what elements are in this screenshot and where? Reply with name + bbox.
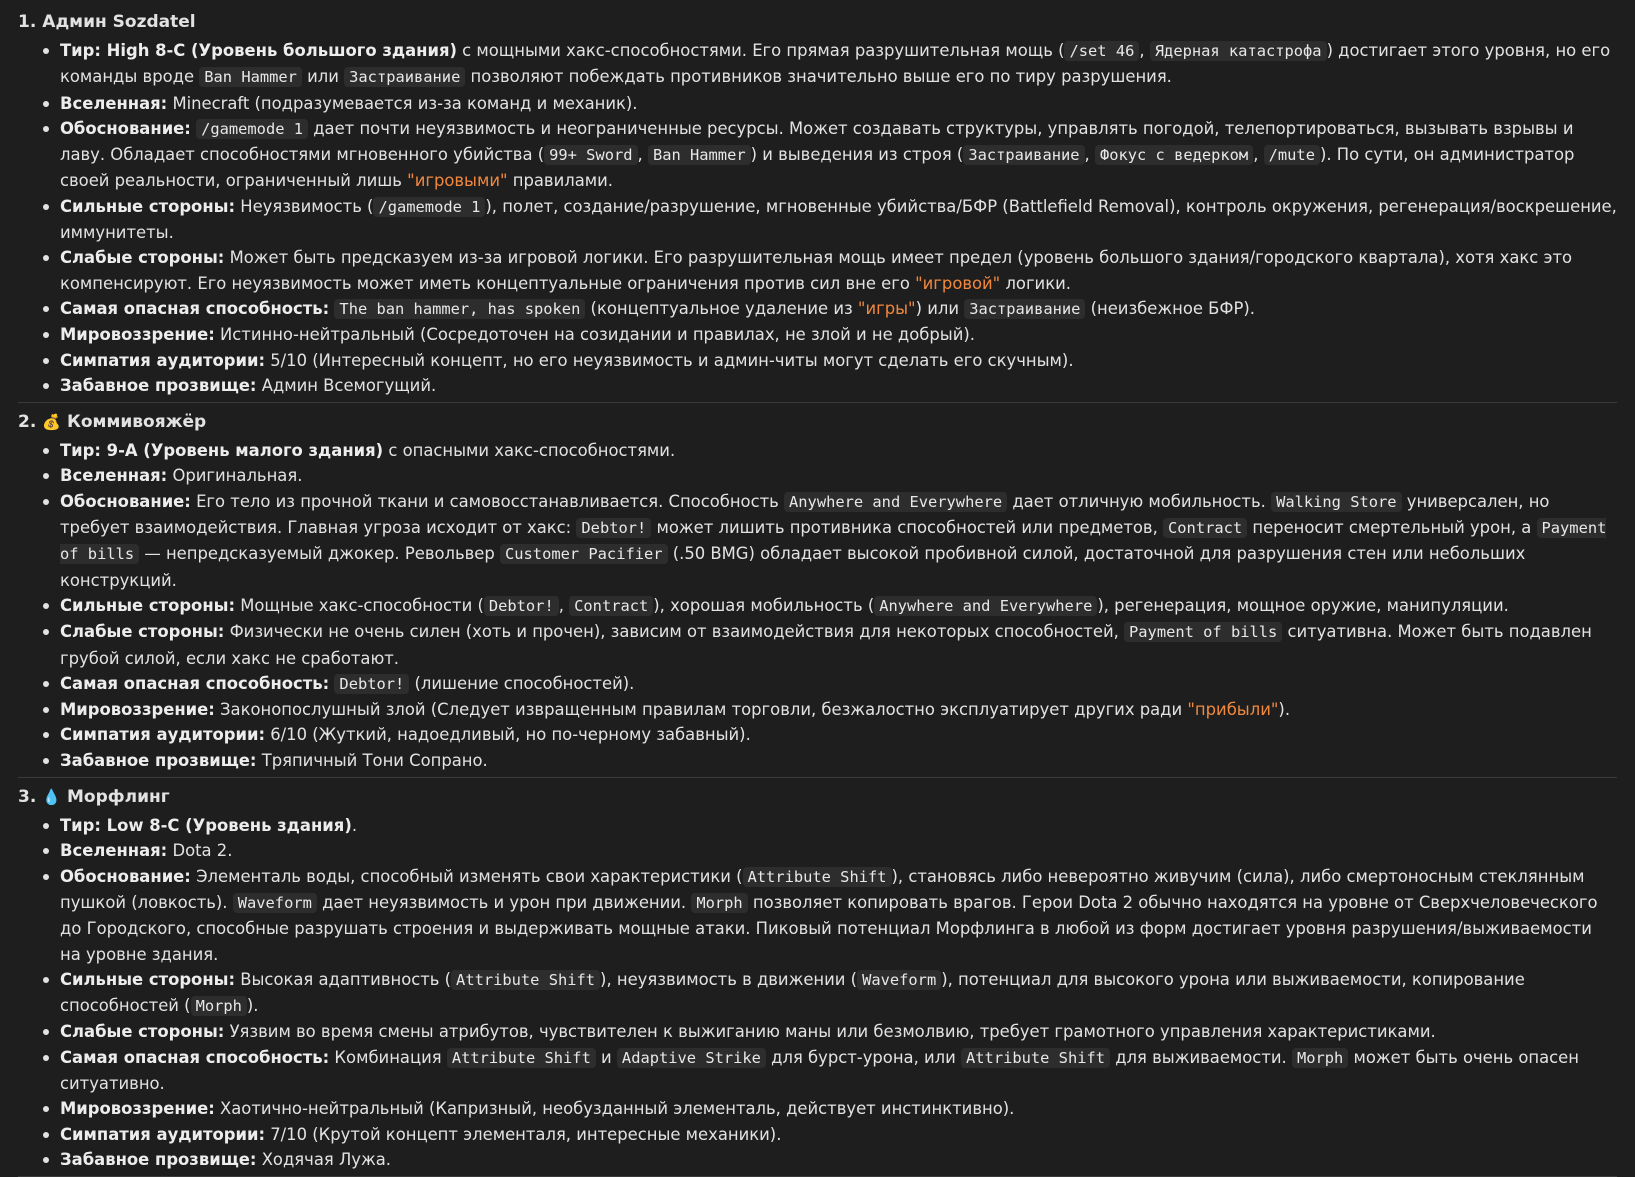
section-title: Админ Sozdatel (42, 12, 196, 32)
text-run: (концептуальное удаление из (585, 298, 858, 318)
list-item (60, 194, 1617, 246)
text-run: , (1084, 145, 1095, 165)
text-run: Мощные хакс-способности ( (235, 595, 484, 615)
list-item (60, 38, 1617, 91)
text-run: Тряпичный Тони Сопрано. (256, 750, 488, 770)
inline-code: Attribute Shift (961, 1048, 1110, 1068)
inline-code: Waveform (233, 893, 317, 913)
text-run: Админ Всемогущий. (256, 375, 437, 395)
text-run: Уязвим во время смены атрибутов, чувствителен к выжиганию маны или безмолвию, требует грамотного управления характеристиками. (224, 1022, 1436, 1042)
bold-label: Сильные стороны: (60, 196, 236, 216)
list-item (60, 322, 1617, 347)
inline-code: /mute (1264, 145, 1320, 165)
bullet-list (18, 38, 1617, 398)
text-run: , (1253, 145, 1264, 165)
section-heading (18, 778, 1617, 813)
text-run: ). По сути, он администратор своей реальности, ограниченный лишь (60, 145, 1575, 191)
list-item (60, 116, 1617, 194)
text-run: Оригинальная. (167, 466, 303, 486)
section-title: Коммивояжёр (66, 412, 207, 433)
text-run: (лишение способностей). (409, 673, 635, 693)
text-run: ) и выведения из строя ( (750, 145, 964, 165)
text-run: ), полет, создание/разрушение, мгновенные убийства/БФР (Battlefield Removal), контроль окружения, регенерация/воскрешение, иммунитеты. (60, 196, 1617, 243)
text-run: ). (1278, 700, 1291, 720)
inline-code: Застраивание (344, 67, 465, 87)
text-run: Комбинация (329, 1047, 447, 1067)
list-item (60, 1019, 1617, 1044)
bold-label: Обоснование: (60, 118, 191, 138)
list-item (60, 489, 1617, 593)
list-item (60, 373, 1617, 398)
list-item (60, 1096, 1617, 1121)
text-run: (неизбежное БФР). (1085, 298, 1256, 318)
bold-label: Обоснование: (60, 491, 191, 511)
bold-label: Слабые стороны: (60, 622, 225, 642)
bold-label: Самая опасная способность: (60, 1047, 330, 1067)
inline-code: Anywhere and Everywhere (874, 596, 1097, 616)
inline-code: Attribute Shift (451, 970, 600, 990)
text-run: , (637, 145, 648, 165)
text-run: Неуязвимость ( (235, 196, 374, 216)
inline-code: Morph (691, 893, 747, 913)
text-run: может быть очень опасен ситуативно. (60, 1047, 1579, 1093)
money-bag-icon: 💰 (42, 413, 61, 432)
section-number: 1. (18, 12, 37, 32)
bold-label: Слабые стороны: (60, 1022, 225, 1042)
list-item (60, 1147, 1617, 1172)
list-item (60, 593, 1617, 619)
text-run: ) или (915, 298, 965, 318)
bullet-list (18, 438, 1617, 773)
inline-code: Payment of bills (1124, 622, 1282, 642)
text-run: — непредсказуемый джокер. Револьвер (139, 544, 500, 564)
text-run: ) достигает этого уровня, но его команды вроде (60, 41, 1611, 87)
bold-label: Вселенная: (60, 841, 168, 861)
text-run: Minecraft (подразумевается из-за команд и механик). (167, 93, 638, 113)
list-item (60, 1045, 1617, 1097)
text-run: , (558, 595, 570, 615)
bold-label: Забавное прозвище: (60, 1149, 257, 1169)
text-run: позволяют побеждать противников значительно выше его по тиру разрушения. (465, 67, 1172, 87)
bold-label: Мировоззрение: (60, 700, 215, 720)
inline-code: Застраивание (964, 299, 1085, 319)
inline-code: Payment of bills (60, 519, 1607, 564)
inline-code: Contract (1163, 518, 1247, 538)
list-item (60, 463, 1617, 488)
inline-code: Debtor! (484, 596, 559, 616)
text-run: позволяет копировать врагов. Герои Dota 2 обычно находятся на уровне от Сверхчеловеческого до Городского, способные разрушать строения и выдерживать мощные атаки. Пиковый потенциал Морфлинга в любой из форм достигает уровня разрушения/выживаемости на уровне здания. (60, 892, 1598, 964)
list-item (60, 967, 1617, 1020)
bold-label: Слабые стороны: (60, 248, 225, 268)
bold-label: Самая опасная способность: (60, 298, 330, 318)
inline-code: The ban hammer, has spoken (334, 299, 585, 319)
inline-code: Anywhere and Everywhere (784, 492, 1007, 512)
text-run: дает отличную мобильность. (1007, 491, 1272, 511)
inline-code: Morph (191, 996, 247, 1016)
quoted-highlight: "игровыми" (407, 171, 508, 191)
inline-code: Debtor! (334, 674, 409, 694)
text-run: . (351, 816, 358, 836)
text-run: , (1139, 41, 1150, 60)
list-item (60, 348, 1617, 373)
text-run: Элементаль воды, способный изменять свои характеристики ( (190, 866, 743, 886)
inline-code: /gamemode 1 (373, 197, 485, 217)
bold-label: Мировоззрение: (60, 325, 215, 345)
text-run: универсален, но требует взаимодействия. Главная угроза исходит от хакс: (60, 491, 1550, 538)
text-run: ), хорошая мобильность ( (653, 595, 875, 615)
text-run: для выживаемости. (1110, 1047, 1292, 1067)
inline-code: Attribute Shift (743, 867, 892, 887)
list-item (60, 296, 1617, 322)
text-run: и (595, 1047, 617, 1067)
text-run: переносит смертельный урон, а (1247, 518, 1537, 538)
text-run: или (301, 67, 345, 87)
text-run: Dota 2. (167, 841, 233, 861)
list-item (60, 748, 1617, 773)
list-item (60, 838, 1617, 863)
bold-label: Симпатия аудитории: (60, 1124, 265, 1144)
bold-label: Забавное прозвище: (60, 375, 257, 395)
list-item (60, 1122, 1617, 1147)
bold-label: Тир: High 8-C (Уровень большого здания) (60, 41, 457, 60)
list-item (60, 619, 1617, 671)
text-run: с мощными хакс-способностями. Его прямая разрушительная мощь ( (456, 41, 1065, 60)
text-run: 6/10 (Жуткий, надоедливый, но по-черному забавный). (265, 725, 751, 745)
inline-code: Ядерная катастрофа (1150, 41, 1327, 61)
text-run: Может быть предсказуем из-за игровой логики. Его разрушительная мощь имеет предел (уровень большого здания/городского квартала), хотя хакс это компенсируют. Его неуязвимость может иметь концептуальные ограничения против сил вне его (60, 248, 1573, 293)
inline-code: Waveform (857, 970, 941, 990)
section-heading (18, 403, 1617, 438)
list-item (60, 245, 1617, 296)
inline-code: Contract (569, 596, 653, 616)
text-run: ). (246, 996, 259, 1016)
text-run: с опасными хакс-способностями. (383, 441, 676, 461)
text-run: ), потенциал для высокого урона или выживаемости, копирование способностей ( (60, 969, 1525, 1016)
text-run: для бурст-урона, или (765, 1047, 962, 1067)
text-run: может лишить противника способностей или предметов, (651, 518, 1164, 538)
text-run: ситуативна. Может быть подавлен грубой силой, если хакс не сработают. (60, 622, 1592, 668)
inline-code: Walking Store (1271, 492, 1401, 512)
bold-label: Мировоззрение: (60, 1099, 215, 1119)
quoted-highlight: "игры" (857, 298, 916, 318)
bold-label: Вселенная: (60, 466, 168, 486)
text-run: Хаотично-нейтральный (Капризный, необузданный элементаль, действует инстинктивно). (214, 1099, 1015, 1119)
list-item (60, 671, 1617, 697)
text-run: Высокая адаптивность ( (235, 969, 452, 989)
bold-label: Сильные стороны: (60, 595, 236, 615)
text-run: ), становясь либо невероятно живучим (сила), либо смертоносным стеклянным пушкой (ловкость). (60, 866, 1585, 912)
text-run: Физически не очень силен (хоть и прочен), зависим от взаимодействия для некоторых способностей, (224, 622, 1125, 642)
bold-label: Обоснование: (60, 866, 191, 886)
inline-code: Adaptive Strike (617, 1048, 766, 1068)
bold-label: Симпатия аудитории: (60, 350, 265, 370)
list-item (60, 91, 1617, 116)
section-number: 2. (18, 412, 37, 433)
inline-code: Фокус с ведерком (1095, 145, 1253, 165)
inline-code: Ban Hammer (648, 145, 751, 165)
text-run: Ходячая Лужа. (256, 1149, 391, 1169)
inline-code: 99+ Sword (544, 145, 637, 165)
inline-code: /gamemode 1 (196, 119, 308, 139)
text-run: 7/10 (Крутой концепт элементаля, интересные механики). (265, 1124, 782, 1144)
inline-code: Debtor! (576, 518, 651, 538)
inline-code: Morph (1292, 1048, 1348, 1068)
text-run: Законопослушный злой (Следует извращенным правилам торговли, безжалостно эксплуатирует других ради (214, 700, 1188, 720)
bold-label: Симпатия аудитории: (60, 725, 265, 745)
bold-label: Тир: 9-A (Уровень малого здания) (60, 441, 384, 461)
text-run: (.50 BMG) обладает высокой пробивной силой, достаточной для разрушения стен или небольших конструкций. (60, 544, 1526, 590)
section-number: 3. (18, 787, 37, 808)
inline-code: Customer Pacifier (500, 544, 668, 564)
inline-code: Attribute Shift (447, 1048, 596, 1068)
text-run: 5/10 (Интересный концепт, но его неуязвимость и админ-читы могут сделать его скучным). (265, 350, 1074, 370)
quoted-highlight: "прибыли" (1187, 700, 1279, 720)
droplet-icon: 💧 (42, 788, 61, 807)
text-run: Его тело из прочной ткани и самовосстанавливается. Способность (190, 491, 785, 511)
bold-label: Забавное прозвище: (60, 750, 257, 770)
list-item (60, 864, 1617, 967)
text-run: дает неуязвимость и урон при движении. (316, 892, 692, 912)
text-run: дает почти неуязвимость и неограниченные ресурсы. Может создавать структуры, управлять погодой, телепортироваться, вызывать взрывы и лаву. Обладает способностями мгновенного убийства ( (60, 118, 1574, 165)
bullet-list (18, 813, 1617, 1172)
text-run: логики. (1000, 273, 1071, 293)
section-heading (18, 3, 1617, 38)
text-run: правилами. (507, 171, 613, 191)
inline-code: Ban Hammer (199, 67, 302, 87)
bold-label: Вселенная: (60, 93, 168, 113)
section-title: Морфлинг (66, 787, 170, 808)
quoted-highlight: "игровой" (915, 273, 1001, 293)
bold-label: Самая опасная способность: (60, 673, 330, 693)
inline-code: Застраивание (963, 145, 1084, 165)
inline-code: /set 46 (1064, 41, 1139, 61)
bold-label: Сильные стороны: (60, 969, 236, 989)
list-item (60, 722, 1617, 747)
text-run: ), неуязвимость в движении ( (600, 969, 858, 989)
text-run: ), регенерация, мощное оружие, манипуляции. (1097, 595, 1509, 615)
text-run: Истинно-нейтральный (Сосредоточен на созидании и правилах, не злой и не добрый). (214, 325, 975, 345)
bold-label: Тир: Low 8-C (Уровень здания) (60, 816, 352, 836)
list-item (60, 697, 1617, 722)
list-item (60, 813, 1617, 838)
list-item (60, 438, 1617, 463)
